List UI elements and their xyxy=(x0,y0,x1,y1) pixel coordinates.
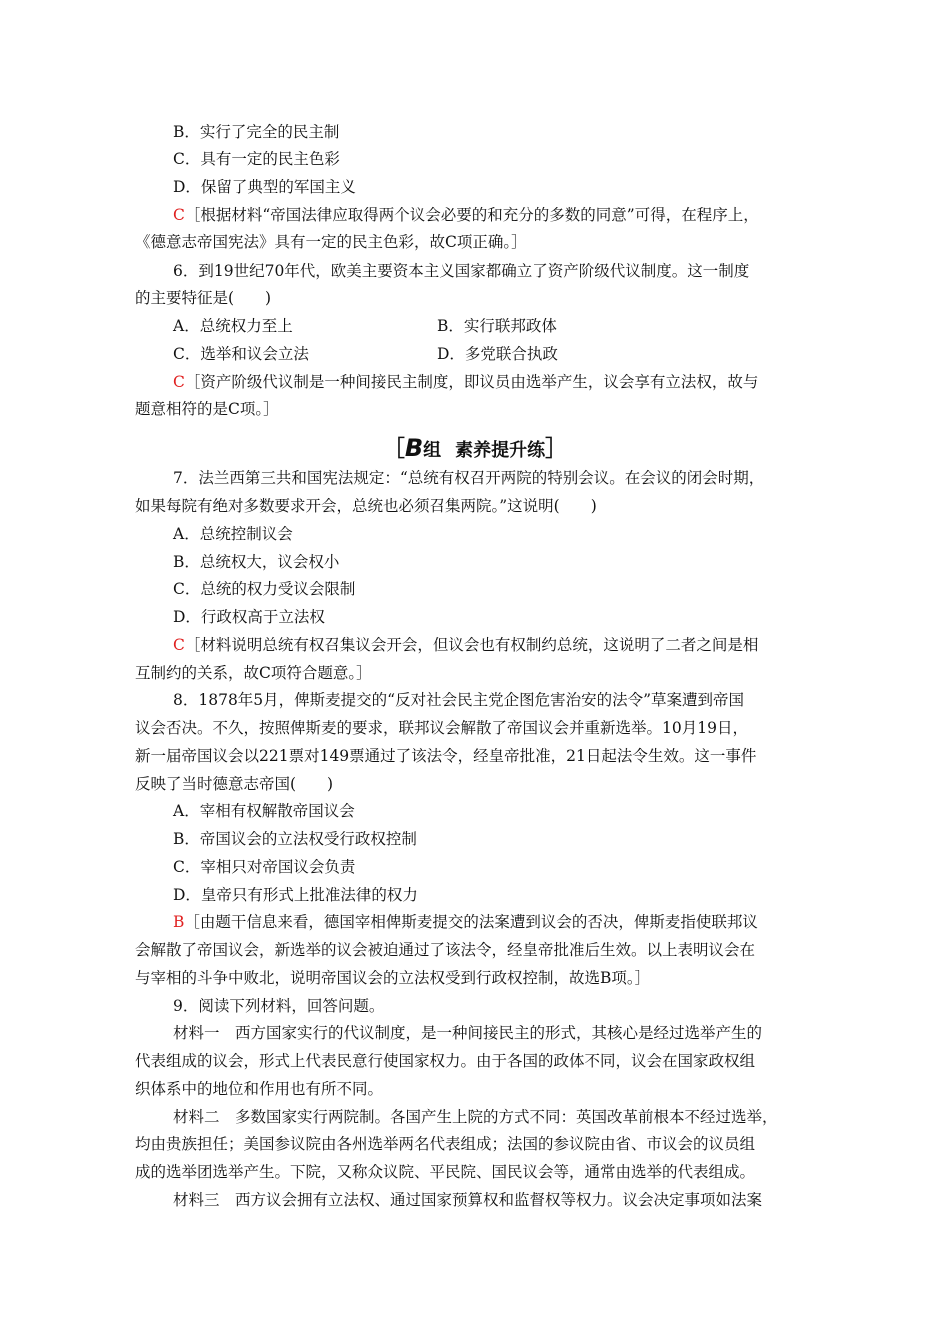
q9-material-1-line-1: 材料一 西方国家实行的代议制度，是一种间接民主的形式，其核心是经过选举产生的 xyxy=(173,1024,763,1042)
q5-option-b: B．实行了完全的民主制 xyxy=(173,123,340,141)
q6-answer-line-1 xyxy=(173,371,758,393)
q8-stem-3: 新一届帝国议会以221票对149票通过了该法令，经皇帝批准，21日起法令生效。这一事件 xyxy=(135,747,757,765)
q8-answer-letter: B xyxy=(173,913,185,931)
q7-stem-2: 如果每院有绝对多数要求开会，总统也必须召集两院。”这说明( ) xyxy=(135,497,597,515)
q5-option-d: D．保留了典型的军国主义 xyxy=(173,178,356,196)
q6-option-b: B．实行联邦政体 xyxy=(437,317,557,335)
q9-material-2-line-2: 均由贵族担任；美国参议院由各州选举两名代表组成；法国的参议院由省、市议会的议员组 xyxy=(135,1135,756,1153)
section-bracket-close: ］ xyxy=(545,437,568,462)
q8-option-a: A．宰相有权解散帝国议会 xyxy=(173,802,355,820)
section-name: 素养提升练 xyxy=(455,440,546,461)
q8-answer-text-1: ［由题干信息来看，德国宰相俾斯麦提交的法案遭到议会的否决，俾斯麦指使联邦议 xyxy=(184,913,758,931)
q6-answer-line-2: 题意相符的是C项。］ xyxy=(135,400,279,418)
q7-answer-text-1: ［材料说明总统有权召集议会开会，但议会也有权制约总统，这说明了二者之间是相 xyxy=(184,636,759,654)
q6-answer-letter: C xyxy=(173,373,185,391)
q7-option-a: A．总统控制议会 xyxy=(173,525,293,543)
q9-material-3-line-1: 材料三 西方议会拥有立法权、通过国家预算权和监督权等权力。议会决定事项如法案 xyxy=(173,1191,763,1209)
q8-option-b: B．帝国议会的立法权受行政权控制 xyxy=(173,830,417,848)
q9-material-1-line-3: 织体系中的地位和作用也有所不同。 xyxy=(135,1080,384,1098)
q8-option-c: C．宰相只对帝国议会负责 xyxy=(173,858,356,876)
section-group-letter: B xyxy=(404,434,424,462)
q8-answer-line-2: 会解散了帝国议会，新选举的议会被迫通过了该法令，经皇帝批准后生效。以上表明议会在 xyxy=(135,941,756,959)
q5-answer-line-2: 《德意志帝国宪法》具有一定的民主色彩，故C项正确。］ xyxy=(135,233,527,251)
q9-material-1-line-2: 代表组成的议会，形式上代表民意行使国家权力。由于各国的政体不同，议会在国家政权组 xyxy=(135,1052,756,1070)
q9-material-2-line-3: 成的选举团选举产生。下院，又称众议院、平民院、国民议会等，通常由选举的代表组成。 xyxy=(135,1163,756,1181)
section-heading xyxy=(0,432,950,463)
q7-answer-letter: C xyxy=(173,636,185,654)
q5-answer-letter: C xyxy=(173,206,185,224)
q8-answer-line-1 xyxy=(173,911,758,933)
q6-option-c: C．选举和议会立法 xyxy=(173,345,309,363)
q5-option-c: C．具有一定的民主色彩 xyxy=(173,150,340,168)
q5-answer-text-1: ［根据材料“帝国法律应取得两个议会必要的和充分的多数的同意”可得，在程序上， xyxy=(184,206,759,224)
q6-stem-1: 6．到19世纪70年代，欧美主要资本主义国家都确立了资产阶级代议制度。这一制度 xyxy=(173,262,750,280)
section-bracket-open: ［ xyxy=(382,437,405,462)
section-group-label: 组 xyxy=(423,440,442,461)
q8-stem-2: 议会否决。不久，按照俾斯麦的要求，联邦议会解散了帝国议会并重新选举。10月19日， xyxy=(135,719,748,737)
q8-stem-4: 反映了当时德意志帝国( ) xyxy=(135,775,334,793)
q8-answer-line-3: 与宰相的斗争中败北，说明帝国议会的立法权受到行政权控制，故选B项。］ xyxy=(135,969,651,987)
q8-stem-1: 8．1878年5月，俾斯麦提交的“反对社会民主党企图危害治安的法令”草案遭到帝国 xyxy=(173,691,745,709)
q9-stem: 9．阅读下列材料，回答问题。 xyxy=(173,997,385,1015)
q6-stem-2: 的主要特征是( ) xyxy=(135,289,272,307)
q8-option-d: D．皇帝只有形式上批准法律的权力 xyxy=(173,886,418,904)
q7-stem-1: 7．法兰西第三共和国宪法规定：“总统有权召开两院的特别会议。在会议的闭会时期， xyxy=(173,469,765,487)
q7-option-b: B．总统权大，议会权小 xyxy=(173,553,340,571)
q9-material-2-line-1: 材料二 多数国家实行两院制。各国产生上院的方式不同：英国改革前根本不经过选举， xyxy=(173,1108,778,1126)
q7-answer-line-2: 互制约的关系，故C项符合题意。］ xyxy=(135,664,372,682)
q6-option-d: D．多党联合执政 xyxy=(437,345,558,363)
q6-option-a: A．总统权力至上 xyxy=(173,317,293,335)
q7-option-c: C．总统的权力受议会限制 xyxy=(173,580,356,598)
q6-answer-text-1: ［资产阶级代议制是一种间接民主制度，即议员由选举产生，议会享有立法权，故与 xyxy=(184,373,759,391)
q7-option-d: D．行政权高于立法权 xyxy=(173,608,325,626)
q7-answer-line-1 xyxy=(173,634,758,656)
q5-answer-line-1 xyxy=(173,204,759,226)
